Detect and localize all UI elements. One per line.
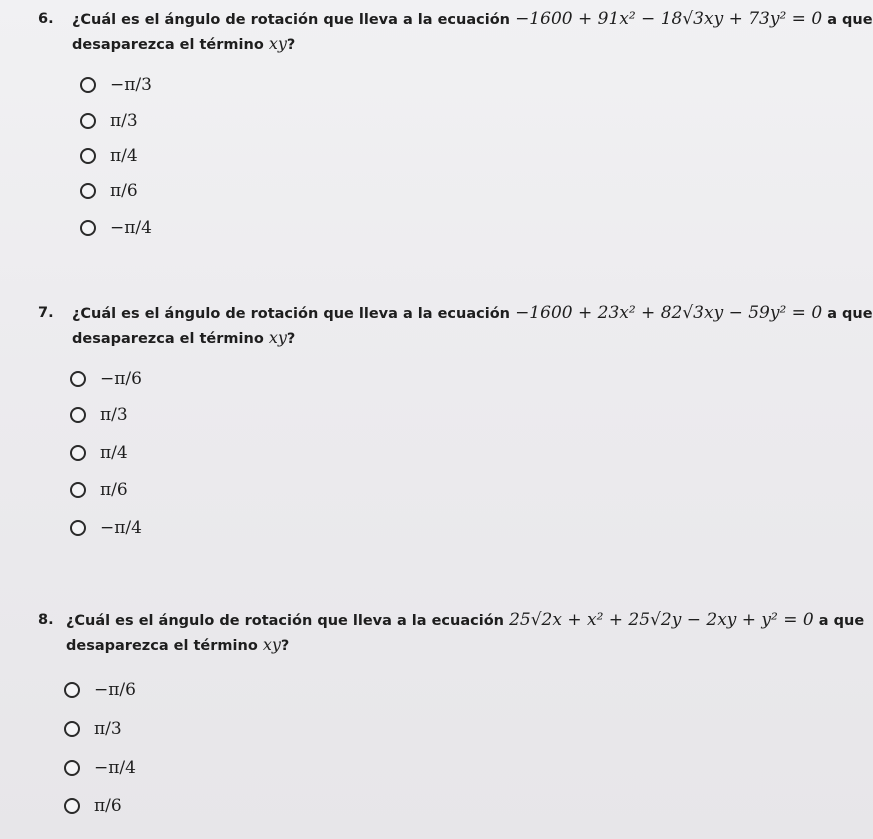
question-line2-math: xy: [262, 635, 281, 654]
radio-circle-icon[interactable]: [70, 520, 86, 536]
question-equation: 25√2x + x² + 25√2y − 2xy + y² = 0: [509, 610, 814, 630]
option-label: π/3: [110, 111, 138, 131]
option-radio[interactable]: [80, 215, 152, 241]
question-line2-text: desaparezca el término: [66, 638, 258, 654]
question-text: [72, 6, 873, 33]
radio-circle-icon[interactable]: [64, 798, 80, 814]
option-label: π/3: [100, 405, 128, 425]
question-line2: [66, 635, 289, 654]
question-suffix: a que: [818, 613, 865, 629]
option-label: −π/4: [110, 218, 152, 238]
option-label: π/6: [110, 181, 138, 201]
question-number: 8.: [38, 612, 54, 628]
radio-circle-icon[interactable]: [70, 371, 86, 387]
option-radio[interactable]: [64, 755, 136, 781]
radio-circle-icon[interactable]: [80, 77, 96, 93]
question-line2-end: ?: [280, 638, 290, 654]
question-number: 6.: [38, 11, 54, 27]
option-label: −π/4: [100, 518, 142, 538]
radio-circle-icon[interactable]: [80, 220, 96, 236]
option-radio[interactable]: [70, 477, 128, 503]
question-line2-text: desaparezca el término: [72, 331, 264, 347]
option-radio[interactable]: [64, 716, 122, 742]
radio-circle-icon[interactable]: [80, 183, 96, 199]
question-line2-math: xy: [268, 34, 287, 53]
radio-circle-icon[interactable]: [70, 407, 86, 423]
question-line2: [72, 328, 295, 347]
option-radio[interactable]: [70, 402, 128, 428]
option-label: π/6: [94, 796, 122, 816]
option-label: −π/6: [100, 369, 142, 389]
radio-circle-icon[interactable]: [64, 721, 80, 737]
radio-circle-icon[interactable]: [70, 445, 86, 461]
question-suffix: a que: [827, 12, 873, 28]
question-suffix: a que: [827, 306, 873, 322]
option-radio[interactable]: [70, 440, 128, 466]
option-radio[interactable]: [64, 793, 122, 819]
option-radio[interactable]: [64, 677, 136, 703]
option-label: π/6: [100, 480, 128, 500]
question-prefix: ¿Cuál es el ángulo de rotación que lleva a la ecuación: [72, 306, 510, 322]
question-equation: −1600 + 91x² − 18√3xy + 73y² = 0: [515, 9, 823, 29]
question-line2: [72, 34, 295, 53]
radio-circle-icon[interactable]: [64, 682, 80, 698]
option-label: −π/4: [94, 758, 136, 778]
question-line2-math: xy: [268, 328, 287, 347]
option-label: −π/3: [110, 75, 152, 95]
option-label: π/4: [100, 443, 128, 463]
question-line2-text: desaparezca el término: [72, 37, 264, 53]
question-line2-end: ?: [286, 37, 296, 53]
question-text: [66, 607, 865, 634]
question-line2-end: ?: [286, 331, 296, 347]
radio-circle-icon[interactable]: [70, 482, 86, 498]
radio-circle-icon[interactable]: [80, 113, 96, 129]
option-label: π/3: [94, 719, 122, 739]
question-prefix: ¿Cuál es el ángulo de rotación que lleva a la ecuación: [72, 12, 510, 28]
option-radio[interactable]: [80, 143, 138, 169]
question-equation: −1600 + 23x² + 82√3xy − 59y² = 0: [515, 303, 823, 323]
radio-circle-icon[interactable]: [64, 760, 80, 776]
option-radio[interactable]: [80, 108, 138, 134]
radio-circle-icon[interactable]: [80, 148, 96, 164]
option-radio[interactable]: [70, 366, 142, 392]
question-number: 7.: [38, 305, 54, 321]
option-radio[interactable]: [80, 178, 138, 204]
question-prefix: ¿Cuál es el ángulo de rotación que lleva a la ecuación: [66, 613, 504, 629]
option-label: π/4: [110, 146, 138, 166]
option-radio[interactable]: [80, 72, 152, 98]
option-label: −π/6: [94, 680, 136, 700]
question-text: [72, 300, 873, 327]
option-radio[interactable]: [70, 515, 142, 541]
